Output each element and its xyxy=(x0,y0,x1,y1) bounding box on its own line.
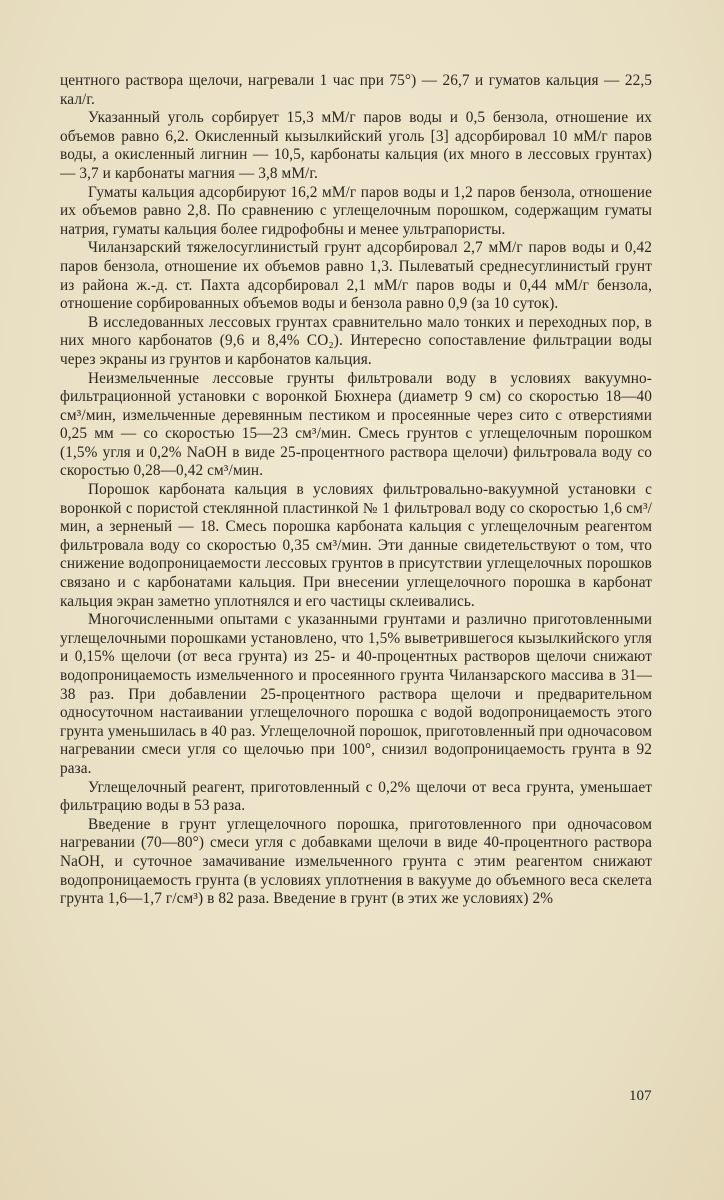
paragraph-10: Введение в грунт углещелочного порошка, приготовленного при одночасовом нагревании (70—80°) смеси угля с добавками щелочи в виде 40-процентного раствора NaOH, и суточное замачивание измельченного грунта с этим реагентом снижают водопроницаемость грунта (в условиях уплотнения в вакууме до объемного веса скелета грунта 1,6—1,7 г/см³) в 82 раза. Введение в грунт (в этих же условиях) 2% xyxy=(60,815,652,908)
page-number: 107 xyxy=(629,1088,652,1104)
paragraph-5: В исследованных лессовых грунтах сравнительно мало тонких и переходных пор, в них много карбонатов (9,6 и 8,4% CO₂). Интересно сопоставление фильтрации воды через экраны из грунтов и карбонатов кальция. xyxy=(60,313,652,368)
paragraph-3: Гуматы кальция адсорбируют 16,2 мМ/г паров воды и 1,2 паров бензола, отношение их объемов равно 2,8. По сравнению с углещелочным порошком, содержащим гуматы натрия, гуматы кальция более гидрофобны и менее ультрапористы. xyxy=(60,183,652,238)
paragraph-7: Порошок карбоната кальция в условиях фильтровально-вакуумной установки с воронкой с пористой стеклянной пластинкой № 1 фильтровал воду со скоростью 1,6 см³/мин, а зерненый — 18. Смесь порошка карбоната кальция с углещелочным реагентом фильтровала воду со скоростью 0,35 см³/мин. Эти данные свидетельствуют о том, что снижение водопроницаемости лессовых грунтов в присутствии углещелочных порошков связано и с карбонатами кальция. При внесении углещелочного порошка в карбонат кальция экран заметно уплотнялся и его частицы склеивались. xyxy=(60,481,652,610)
paragraph-9: Углещелочный реагент, приготовленный с 0,2% щелочи от веса грунта, уменьшает фильтрацию воды в 53 раза. xyxy=(60,778,652,815)
paragraph-8: Многочисленными опытами с указанными грунтами и различно приготовленными углещелочными порошками установлено, что 1,5% выветрившегося кызылкийского угля и 0,15% щелочи (от веса грунта) из 25- и 40-процентных растворов щелочи снижают водопроницаемость измельченного и просеянного грунта Чиланзарского массива в 31—38 раз. При добавлении 25-процентного раствора щелочи и предварительном односуточном настаивании углещелочного порошка с водой водопроницаемость этого грунта уменьшилась в 40 раз. Углещелочной порошок, приготовленный при одночасовом нагревании смеси угля со щелочью при 100°, снизил водопроницаемость грунта в 92 раза. xyxy=(60,611,652,777)
body-text xyxy=(60,72,652,909)
paragraph-1: центного раствора щелочи, нагревали 1 час при 75°) — 26,7 и гуматов кальция — 22,5 кал/г. xyxy=(60,72,652,108)
paragraph-4: Чиланзарский тяжелосуглинистый грунт адсорбировал 2,7 мМ/г паров воды и 0,42 паров бензола, отношение их объемов равно 1,3. Пылеватый среднесуглинистый грунт из района ж.-д. ст. Пахта адсорбировал 2,1 мМ/г паров воды и 0,44 мМ/г бензола, отношение сорбированных объемов воды и бензола равно 0,9 (за 10 суток). xyxy=(60,239,652,313)
paragraph-2: Указанный уголь сорбирует 15,3 мМ/г паров воды и 0,5 бензола, отношение их объемов равно 6,2. Окисленный кызылкийский уголь [3] адсорбировал 10 мМ/г паров воды, а окисленный лигнин — 10,5, карбонаты кальция (их много в лессовых грунтах) — 3,7 и карбонаты магния — 3,8 мМ/г. xyxy=(60,109,652,182)
paragraph-6: Неизмельченные лессовые грунты фильтровали воду в условиях вакуумно-фильтрационной установки с воронкой Бюхнера (диаметр 9 см) со скоростью 18—40 см³/мин, измельченные деревянным пестиком и просеянные через сито с отверстиями 0,25 мм — со скоростью 15—23 см³/мин. Смесь грунтов с углещелочным порошком (1,5% угля и 0,2% NaOH в виде 25-процентного раствора щелочи) фильтровала воду со скоростью 0,28—0,42 см³/мин. xyxy=(60,369,652,480)
